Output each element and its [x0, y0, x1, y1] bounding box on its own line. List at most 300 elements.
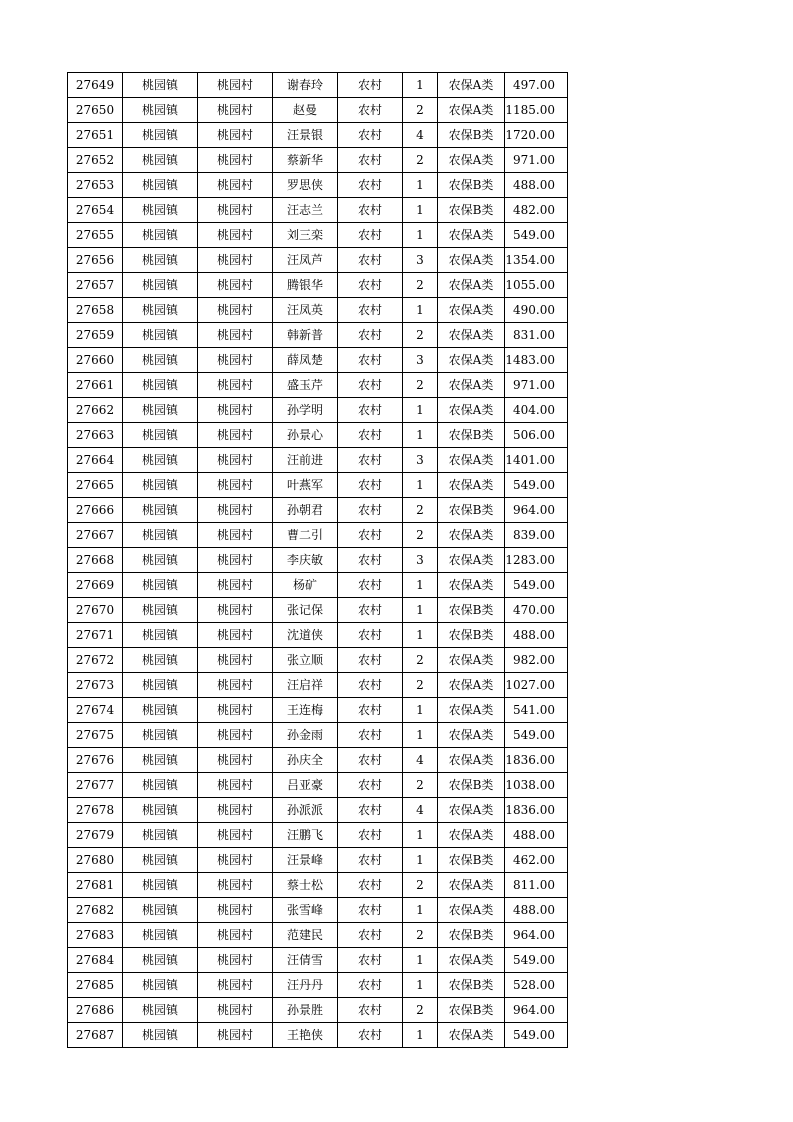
cell-village: 桃园村	[198, 173, 273, 198]
cell-household-type: 农村	[338, 648, 403, 673]
cell-village: 桃园村	[198, 923, 273, 948]
cell-household-type: 农村	[338, 148, 403, 173]
cell-name: 蔡士松	[273, 873, 338, 898]
cell-insurance-category: 农保A类	[438, 448, 505, 473]
cell-person-count: 4	[403, 123, 438, 148]
table-row	[68, 248, 568, 273]
cell-household-type: 农村	[338, 448, 403, 473]
table-row	[68, 498, 568, 523]
cell-household-type: 农村	[338, 898, 403, 923]
cell-person-count: 1	[403, 398, 438, 423]
cell-village: 桃园村	[198, 248, 273, 273]
cell-person-count: 1	[403, 223, 438, 248]
cell-household-type: 农村	[338, 848, 403, 873]
cell-insurance-category: 农保A类	[438, 248, 505, 273]
cell-id: 27658	[68, 298, 123, 323]
cell-name: 盛玉芹	[273, 373, 338, 398]
cell-insurance-category: 农保B类	[438, 423, 505, 448]
cell-amount: 488.00	[505, 898, 568, 923]
cell-household-type: 农村	[338, 98, 403, 123]
cell-town: 桃园镇	[123, 148, 198, 173]
table-row	[68, 523, 568, 548]
cell-amount: 1836.00	[505, 798, 568, 823]
cell-household-type: 农村	[338, 523, 403, 548]
cell-person-count: 1	[403, 948, 438, 973]
cell-insurance-category: 农保A类	[438, 523, 505, 548]
table-row	[68, 773, 568, 798]
cell-id: 27652	[68, 148, 123, 173]
cell-amount: 839.00	[505, 523, 568, 548]
cell-town: 桃园镇	[123, 973, 198, 998]
cell-name: 孙学明	[273, 398, 338, 423]
cell-village: 桃园村	[198, 723, 273, 748]
cell-name: 汪丹丹	[273, 973, 338, 998]
cell-amount: 811.00	[505, 873, 568, 898]
cell-person-count: 1	[403, 473, 438, 498]
cell-village: 桃园村	[198, 73, 273, 98]
cell-amount: 490.00	[505, 298, 568, 323]
cell-household-type: 农村	[338, 498, 403, 523]
cell-insurance-category: 农保A类	[438, 948, 505, 973]
cell-person-count: 2	[403, 523, 438, 548]
cell-person-count: 4	[403, 798, 438, 823]
cell-town: 桃园镇	[123, 848, 198, 873]
cell-id: 27653	[68, 173, 123, 198]
cell-household-type: 农村	[338, 1023, 403, 1048]
cell-town: 桃园镇	[123, 923, 198, 948]
cell-amount: 1354.00	[505, 248, 568, 273]
cell-insurance-category: 农保A类	[438, 98, 505, 123]
cell-insurance-category: 农保A类	[438, 148, 505, 173]
cell-town: 桃园镇	[123, 373, 198, 398]
cell-id: 27654	[68, 198, 123, 223]
table-row	[68, 148, 568, 173]
cell-name: 罗思侠	[273, 173, 338, 198]
table-row	[68, 273, 568, 298]
table-row	[68, 373, 568, 398]
cell-amount: 470.00	[505, 598, 568, 623]
cell-insurance-category: 农保B类	[438, 598, 505, 623]
cell-name: 杨矿	[273, 573, 338, 598]
cell-insurance-category: 农保A类	[438, 1023, 505, 1048]
table-row	[68, 173, 568, 198]
cell-id: 27660	[68, 348, 123, 373]
cell-insurance-category: 农保B类	[438, 923, 505, 948]
cell-amount: 541.00	[505, 698, 568, 723]
cell-name: 腾银华	[273, 273, 338, 298]
cell-insurance-category: 农保A类	[438, 373, 505, 398]
cell-name: 孙景心	[273, 423, 338, 448]
cell-insurance-category: 农保A类	[438, 823, 505, 848]
cell-name: 汪凤芦	[273, 248, 338, 273]
cell-town: 桃园镇	[123, 948, 198, 973]
cell-village: 桃园村	[198, 423, 273, 448]
cell-town: 桃园镇	[123, 73, 198, 98]
cell-person-count: 2	[403, 673, 438, 698]
cell-insurance-category: 农保A类	[438, 898, 505, 923]
cell-insurance-category: 农保A类	[438, 723, 505, 748]
cell-town: 桃园镇	[123, 398, 198, 423]
cell-id: 27655	[68, 223, 123, 248]
cell-insurance-category: 农保B类	[438, 198, 505, 223]
cell-person-count: 2	[403, 148, 438, 173]
cell-amount: 549.00	[505, 573, 568, 598]
cell-household-type: 农村	[338, 298, 403, 323]
cell-person-count: 1	[403, 623, 438, 648]
cell-id: 27684	[68, 948, 123, 973]
cell-id: 27663	[68, 423, 123, 448]
cell-insurance-category: 农保A类	[438, 673, 505, 698]
table-row	[68, 998, 568, 1023]
cell-insurance-category: 农保A类	[438, 323, 505, 348]
table-row	[68, 323, 568, 348]
cell-town: 桃园镇	[123, 573, 198, 598]
cell-insurance-category: 农保B类	[438, 998, 505, 1023]
cell-insurance-category: 农保A类	[438, 398, 505, 423]
cell-town: 桃园镇	[123, 873, 198, 898]
cell-person-count: 1	[403, 573, 438, 598]
cell-name: 赵曼	[273, 98, 338, 123]
cell-name: 汪凤英	[273, 298, 338, 323]
cell-person-count: 1	[403, 848, 438, 873]
cell-name: 汪前进	[273, 448, 338, 473]
cell-town: 桃园镇	[123, 673, 198, 698]
cell-town: 桃园镇	[123, 273, 198, 298]
cell-village: 桃园村	[198, 898, 273, 923]
cell-town: 桃园镇	[123, 748, 198, 773]
cell-village: 桃园村	[198, 123, 273, 148]
cell-id: 27670	[68, 598, 123, 623]
table-row	[68, 673, 568, 698]
cell-id: 27666	[68, 498, 123, 523]
cell-village: 桃园村	[198, 673, 273, 698]
data-table	[67, 72, 568, 1048]
table-row	[68, 723, 568, 748]
cell-id: 27650	[68, 98, 123, 123]
cell-id: 27667	[68, 523, 123, 548]
cell-village: 桃园村	[198, 848, 273, 873]
table-row	[68, 948, 568, 973]
cell-insurance-category: 农保A类	[438, 73, 505, 98]
cell-town: 桃园镇	[123, 623, 198, 648]
cell-town: 桃园镇	[123, 448, 198, 473]
cell-village: 桃园村	[198, 448, 273, 473]
cell-town: 桃园镇	[123, 223, 198, 248]
cell-id: 27657	[68, 273, 123, 298]
cell-person-count: 2	[403, 373, 438, 398]
cell-name: 刘三栾	[273, 223, 338, 248]
cell-town: 桃园镇	[123, 423, 198, 448]
cell-person-count: 2	[403, 998, 438, 1023]
cell-person-count: 1	[403, 698, 438, 723]
cell-household-type: 农村	[338, 823, 403, 848]
cell-town: 桃园镇	[123, 348, 198, 373]
cell-town: 桃园镇	[123, 548, 198, 573]
cell-insurance-category: 农保B类	[438, 773, 505, 798]
cell-name: 蔡新华	[273, 148, 338, 173]
cell-id: 27661	[68, 373, 123, 398]
cell-household-type: 农村	[338, 423, 403, 448]
cell-amount: 462.00	[505, 848, 568, 873]
cell-name: 汪倩雪	[273, 948, 338, 973]
cell-household-type: 农村	[338, 623, 403, 648]
cell-person-count: 2	[403, 773, 438, 798]
cell-village: 桃园村	[198, 223, 273, 248]
cell-amount: 488.00	[505, 623, 568, 648]
cell-village: 桃园村	[198, 498, 273, 523]
cell-amount: 831.00	[505, 323, 568, 348]
cell-village: 桃园村	[198, 548, 273, 573]
cell-amount: 549.00	[505, 948, 568, 973]
cell-village: 桃园村	[198, 473, 273, 498]
cell-insurance-category: 农保A类	[438, 648, 505, 673]
cell-town: 桃园镇	[123, 298, 198, 323]
cell-name: 叶燕军	[273, 473, 338, 498]
table-row	[68, 823, 568, 848]
cell-amount: 549.00	[505, 223, 568, 248]
cell-household-type: 农村	[338, 773, 403, 798]
cell-id: 27673	[68, 673, 123, 698]
cell-name: 张雪峰	[273, 898, 338, 923]
cell-household-type: 农村	[338, 723, 403, 748]
cell-name: 张立顺	[273, 648, 338, 673]
cell-household-type: 农村	[338, 323, 403, 348]
cell-household-type: 农村	[338, 698, 403, 723]
cell-person-count: 3	[403, 448, 438, 473]
cell-name: 汪鹏飞	[273, 823, 338, 848]
cell-name: 王艳侠	[273, 1023, 338, 1048]
cell-person-count: 1	[403, 198, 438, 223]
table-row	[68, 473, 568, 498]
cell-village: 桃园村	[198, 648, 273, 673]
cell-person-count: 1	[403, 298, 438, 323]
cell-household-type: 农村	[338, 573, 403, 598]
table-row	[68, 748, 568, 773]
cell-id: 27676	[68, 748, 123, 773]
cell-person-count: 1	[403, 423, 438, 448]
cell-name: 孙朝君	[273, 498, 338, 523]
cell-person-count: 2	[403, 648, 438, 673]
cell-amount: 528.00	[505, 973, 568, 998]
table-row	[68, 848, 568, 873]
cell-id: 27683	[68, 923, 123, 948]
cell-household-type: 农村	[338, 398, 403, 423]
cell-insurance-category: 农保A类	[438, 223, 505, 248]
cell-amount: 964.00	[505, 998, 568, 1023]
cell-amount: 506.00	[505, 423, 568, 448]
cell-household-type: 农村	[338, 173, 403, 198]
cell-village: 桃园村	[198, 748, 273, 773]
cell-name: 汪启祥	[273, 673, 338, 698]
cell-insurance-category: 农保A类	[438, 298, 505, 323]
cell-town: 桃园镇	[123, 798, 198, 823]
cell-name: 范建民	[273, 923, 338, 948]
cell-village: 桃园村	[198, 823, 273, 848]
cell-insurance-category: 农保A类	[438, 473, 505, 498]
cell-town: 桃园镇	[123, 523, 198, 548]
cell-name: 孙派派	[273, 798, 338, 823]
cell-amount: 549.00	[505, 1023, 568, 1048]
table-row	[68, 973, 568, 998]
cell-person-count: 1	[403, 173, 438, 198]
cell-id: 27679	[68, 823, 123, 848]
cell-household-type: 农村	[338, 473, 403, 498]
table-row	[68, 698, 568, 723]
cell-id: 27656	[68, 248, 123, 273]
cell-name: 沈道侠	[273, 623, 338, 648]
table-row	[68, 198, 568, 223]
cell-village: 桃园村	[198, 573, 273, 598]
cell-id: 27651	[68, 123, 123, 148]
cell-village: 桃园村	[198, 373, 273, 398]
cell-insurance-category: 农保A类	[438, 548, 505, 573]
cell-id: 27680	[68, 848, 123, 873]
cell-village: 桃园村	[198, 873, 273, 898]
cell-id: 27678	[68, 798, 123, 823]
cell-household-type: 农村	[338, 798, 403, 823]
cell-village: 桃园村	[198, 198, 273, 223]
cell-id: 27681	[68, 873, 123, 898]
cell-town: 桃园镇	[123, 723, 198, 748]
cell-household-type: 农村	[338, 598, 403, 623]
cell-person-count: 2	[403, 873, 438, 898]
cell-name: 汪志兰	[273, 198, 338, 223]
cell-id: 27664	[68, 448, 123, 473]
cell-id: 27674	[68, 698, 123, 723]
table-row	[68, 423, 568, 448]
cell-town: 桃园镇	[123, 823, 198, 848]
cell-town: 桃园镇	[123, 498, 198, 523]
cell-insurance-category: 农保A类	[438, 748, 505, 773]
cell-insurance-category: 农保A类	[438, 698, 505, 723]
cell-amount: 1185.00	[505, 98, 568, 123]
cell-town: 桃园镇	[123, 898, 198, 923]
table-row	[68, 73, 568, 98]
cell-household-type: 农村	[338, 123, 403, 148]
cell-amount: 488.00	[505, 823, 568, 848]
cell-amount: 1027.00	[505, 673, 568, 698]
cell-amount: 488.00	[505, 173, 568, 198]
cell-insurance-category: 农保A类	[438, 273, 505, 298]
cell-id: 27668	[68, 548, 123, 573]
cell-insurance-category: 农保A类	[438, 873, 505, 898]
cell-id: 27662	[68, 398, 123, 423]
cell-insurance-category: 农保A类	[438, 573, 505, 598]
cell-town: 桃园镇	[123, 648, 198, 673]
table-row	[68, 448, 568, 473]
cell-village: 桃园村	[198, 623, 273, 648]
cell-id: 27677	[68, 773, 123, 798]
cell-person-count: 1	[403, 723, 438, 748]
cell-name: 汪景银	[273, 123, 338, 148]
cell-name: 吕亚豪	[273, 773, 338, 798]
cell-village: 桃园村	[198, 323, 273, 348]
cell-household-type: 农村	[338, 223, 403, 248]
cell-town: 桃园镇	[123, 173, 198, 198]
cell-household-type: 农村	[338, 73, 403, 98]
cell-village: 桃园村	[198, 948, 273, 973]
cell-amount: 1720.00	[505, 123, 568, 148]
cell-town: 桃园镇	[123, 1023, 198, 1048]
cell-village: 桃园村	[198, 298, 273, 323]
cell-name: 孙景胜	[273, 998, 338, 1023]
cell-town: 桃园镇	[123, 773, 198, 798]
cell-insurance-category: 农保B类	[438, 973, 505, 998]
table-row	[68, 223, 568, 248]
cell-amount: 1038.00	[505, 773, 568, 798]
cell-town: 桃园镇	[123, 598, 198, 623]
cell-household-type: 农村	[338, 998, 403, 1023]
cell-insurance-category: 农保B类	[438, 623, 505, 648]
cell-amount: 1055.00	[505, 273, 568, 298]
cell-amount: 549.00	[505, 473, 568, 498]
cell-person-count: 2	[403, 498, 438, 523]
cell-person-count: 1	[403, 973, 438, 998]
table-row	[68, 98, 568, 123]
cell-household-type: 农村	[338, 873, 403, 898]
cell-person-count: 1	[403, 598, 438, 623]
cell-household-type: 农村	[338, 348, 403, 373]
cell-amount: 404.00	[505, 398, 568, 423]
table-row	[68, 398, 568, 423]
cell-household-type: 农村	[338, 198, 403, 223]
cell-person-count: 1	[403, 1023, 438, 1048]
table-row	[68, 898, 568, 923]
cell-person-count: 4	[403, 748, 438, 773]
cell-village: 桃园村	[198, 398, 273, 423]
cell-name: 张记保	[273, 598, 338, 623]
cell-person-count: 3	[403, 248, 438, 273]
cell-household-type: 农村	[338, 373, 403, 398]
table-row	[68, 123, 568, 148]
cell-name: 李庆敏	[273, 548, 338, 573]
cell-name: 韩新普	[273, 323, 338, 348]
table-body	[68, 73, 568, 1048]
cell-name: 汪景峰	[273, 848, 338, 873]
cell-id: 27669	[68, 573, 123, 598]
table-row	[68, 298, 568, 323]
cell-household-type: 农村	[338, 673, 403, 698]
cell-person-count: 1	[403, 898, 438, 923]
cell-village: 桃园村	[198, 798, 273, 823]
table-row	[68, 623, 568, 648]
cell-town: 桃园镇	[123, 248, 198, 273]
cell-name: 孙庆全	[273, 748, 338, 773]
cell-amount: 1836.00	[505, 748, 568, 773]
cell-amount: 964.00	[505, 498, 568, 523]
cell-village: 桃园村	[198, 1023, 273, 1048]
table-row	[68, 798, 568, 823]
cell-household-type: 农村	[338, 548, 403, 573]
cell-insurance-category: 农保A类	[438, 348, 505, 373]
table-row	[68, 548, 568, 573]
cell-amount: 982.00	[505, 648, 568, 673]
cell-id: 27675	[68, 723, 123, 748]
cell-household-type: 农村	[338, 923, 403, 948]
cell-name: 孙金雨	[273, 723, 338, 748]
table-row	[68, 1023, 568, 1048]
cell-person-count: 3	[403, 548, 438, 573]
table-row	[68, 923, 568, 948]
cell-insurance-category: 农保B类	[438, 498, 505, 523]
cell-amount: 482.00	[505, 198, 568, 223]
cell-village: 桃园村	[198, 348, 273, 373]
cell-town: 桃园镇	[123, 323, 198, 348]
cell-village: 桃园村	[198, 148, 273, 173]
cell-id: 27685	[68, 973, 123, 998]
cell-village: 桃园村	[198, 773, 273, 798]
cell-id: 27686	[68, 998, 123, 1023]
